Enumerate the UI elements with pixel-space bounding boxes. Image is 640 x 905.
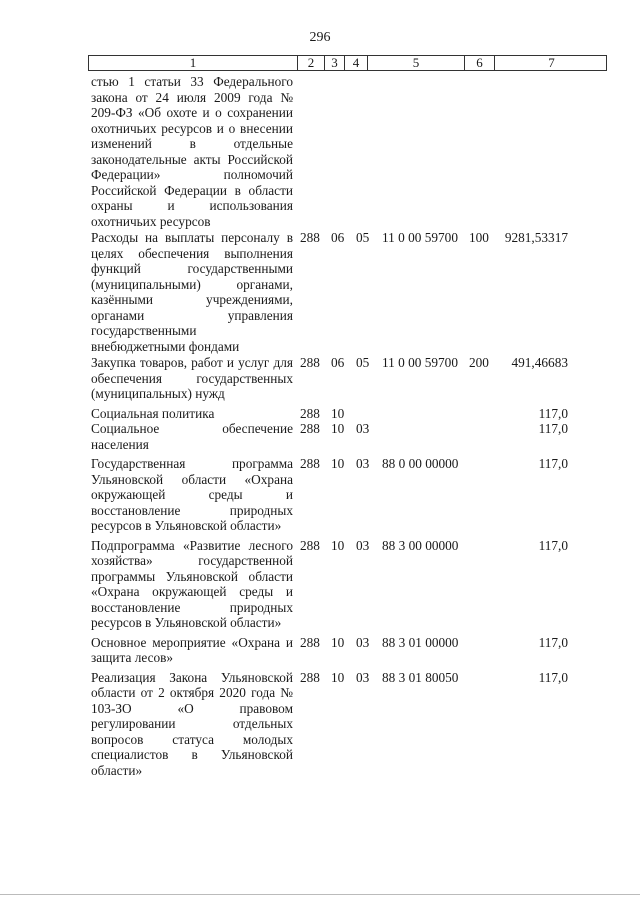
row-col-2: 288 — [300, 355, 320, 370]
row-col-4: 03 — [356, 634, 370, 650]
row-name: Реализация Закона Ульяновской области от 2 октября 2020 года № 103-ЗО «О правовом регулировании отдельных вопросов статуса молодых специалистов в Ульяновской области» — [91, 669, 293, 778]
row-col-5: 11 0 00 59700 — [382, 230, 458, 245]
table-row — [0, 74, 640, 229]
row-col-6: 200 — [469, 355, 489, 370]
row-col-2: 288 — [300, 669, 320, 685]
row-col-5: 88 0 00 00000 — [382, 456, 459, 471]
row-name: Основное мероприятие «Охрана и защита лесов» — [91, 634, 293, 665]
table-row — [0, 635, 640, 666]
table-row — [0, 456, 640, 534]
row-col-5: 88 3 01 80050 — [382, 669, 459, 685]
row-col-3: 06 — [331, 355, 345, 370]
row-col-4: 03 — [356, 537, 370, 553]
header-col-2: 2 — [297, 56, 324, 70]
table-row — [0, 670, 640, 779]
row-col-3: 10 — [331, 537, 345, 553]
row-col-3: 10 — [331, 421, 345, 436]
row-col-7: 117,0 — [538, 421, 568, 436]
row-col-3: 10 — [331, 669, 345, 685]
row-name: Подпрограмма «Развитие лесного хозяйства» государственной программы Ульяновской области «Охрана окружающей среды и восстановление природных ресурсов в Ульяновской области» — [91, 537, 293, 630]
row-col-2: 288 — [300, 405, 320, 421]
table-row — [0, 538, 640, 631]
row-col-4: 05 — [356, 230, 370, 245]
row-col-4: 05 — [356, 355, 370, 370]
table-body — [0, 74, 640, 778]
row-col-7: 117,0 — [538, 456, 568, 471]
row-name: Расходы на выплаты персоналу в целях обеспечения выполнения функций государственными (муниципальными) органами, казёнными учреждениями, органами управления государственными внебюджетными фондами — [91, 230, 293, 354]
header-col-5: 5 — [367, 56, 464, 70]
row-col-4: 03 — [356, 421, 370, 436]
table-row — [0, 421, 640, 452]
row-col-3: 06 — [331, 230, 345, 245]
row-name: Государственная программа Ульяновской области «Охрана окружающей среды и восстановление природных ресурсов в Ульяновской области» — [91, 456, 293, 533]
row-col-7: 117,0 — [538, 669, 568, 685]
row-col-4: 03 — [356, 456, 370, 471]
row-name: Социальная политика — [91, 405, 215, 421]
row-col-2: 288 — [300, 634, 320, 650]
header-col-3: 3 — [324, 56, 344, 70]
header-col-4: 4 — [344, 56, 367, 70]
row-col-2: 288 — [300, 537, 320, 553]
row-col-4: 03 — [356, 669, 370, 685]
row-col-7: 117,0 — [538, 634, 568, 650]
table-row — [0, 355, 640, 402]
row-name: Социальное обеспечение населения — [91, 421, 293, 452]
row-col-7: 117,0 — [538, 537, 568, 553]
page-number: 296 — [309, 30, 331, 45]
row-col-6: 100 — [469, 230, 489, 245]
row-col-2: 288 — [300, 456, 320, 471]
row-col-3: 10 — [331, 405, 345, 421]
scan-edge-line — [0, 894, 640, 895]
row-col-5: 88 3 01 00000 — [382, 634, 459, 650]
row-name: Закупка товаров, работ и услуг для обеспечения государственных (муниципальных) нужд — [91, 355, 293, 401]
row-name: стью 1 статьи 33 Федерального закона от 24 июля 2009 года № 209-ФЗ «Об охоте и о сохранении охотничьих ресурсов и о внесении изменений в отдельные законодательные акты Российской Федерации» полномочий Российской Федерации в области охраны и использования охотничьих ресурсов — [91, 74, 293, 229]
row-col-3: 10 — [331, 456, 345, 471]
table-header — [88, 55, 607, 71]
header-col-7: 7 — [494, 56, 608, 70]
table-row — [0, 406, 640, 422]
header-col-6: 6 — [464, 56, 494, 70]
row-col-2: 288 — [300, 230, 320, 245]
row-col-7: 117,0 — [538, 405, 568, 421]
row-col-3: 10 — [331, 634, 345, 650]
row-col-5: 11 0 00 59700 — [382, 355, 458, 370]
header-col-1: 1 — [189, 55, 197, 70]
row-col-2: 288 — [300, 421, 320, 436]
row-col-7: 9281,53317 — [504, 230, 568, 245]
table-row — [0, 230, 640, 354]
row-col-7: 491,46683 — [511, 355, 568, 370]
row-col-5: 88 3 00 00000 — [382, 537, 459, 553]
